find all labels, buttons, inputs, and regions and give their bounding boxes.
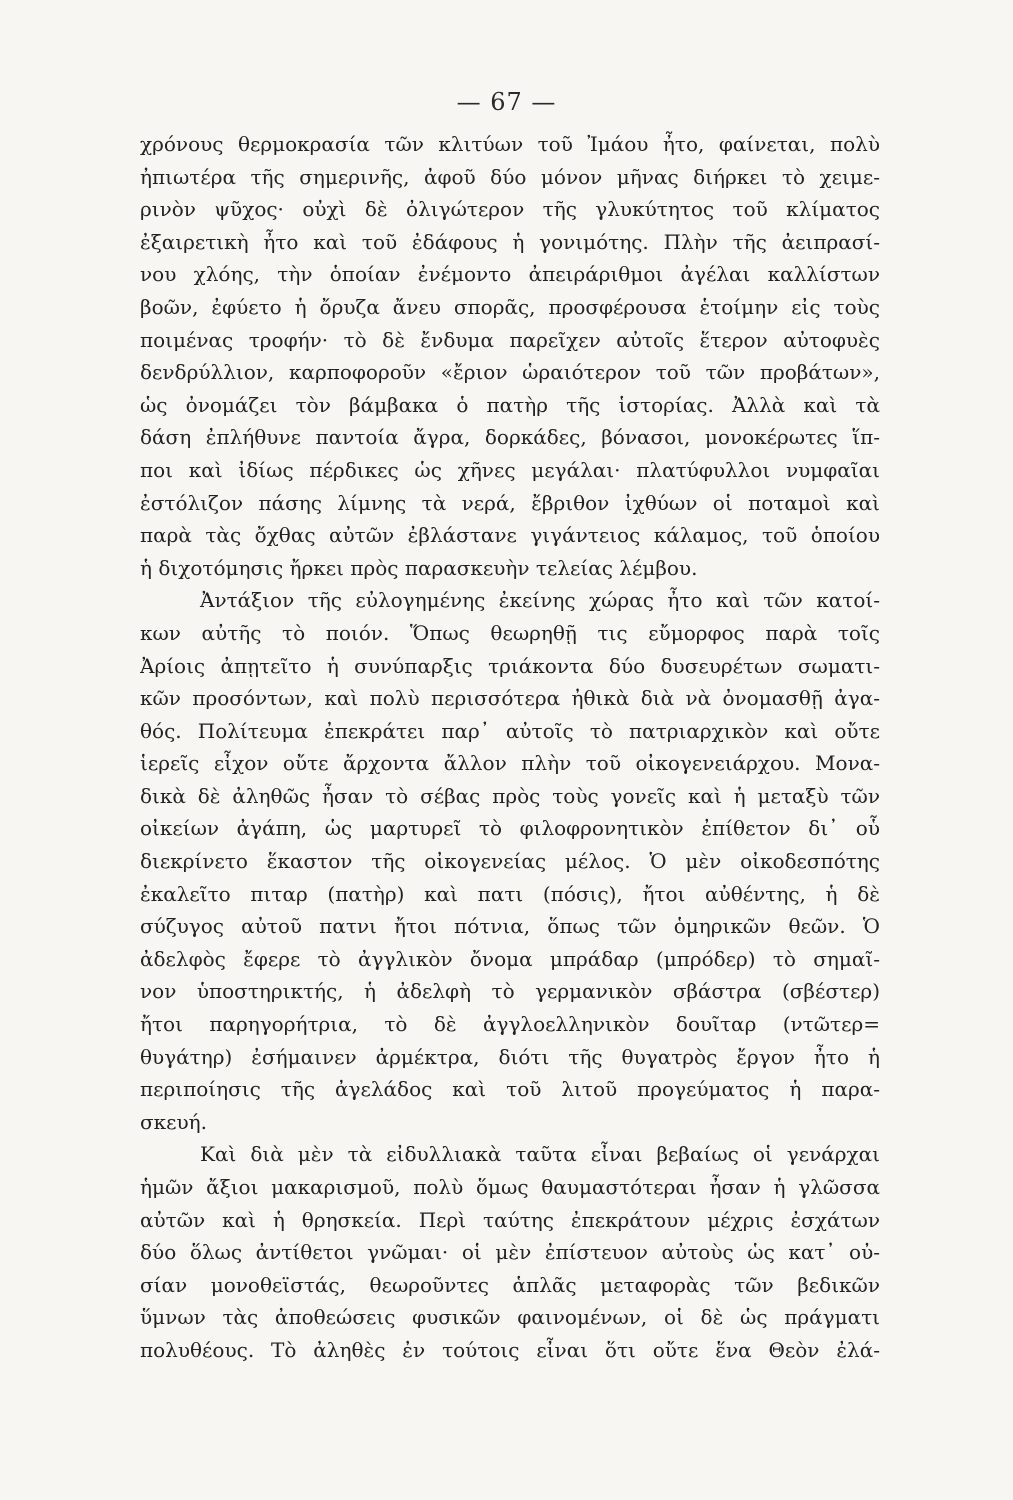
- text-line: πολυθέους. Τὸ ἀληθὲς ἐν τούτοις εἶναι ὅτι οὔτε ἕνα Θεὸν ἐλά-: [140, 1337, 880, 1362]
- text-line: ἐκαλεῖτο πιταρ (πατὴρ) καὶ πατι (πόσις), ἤτοι αὐθέντης, ἡ δὲ: [140, 881, 880, 906]
- text-line: κῶν προσόντων, καὶ πολὺ περισσότερα ἠθικὰ διὰ νὰ ὀνομασθῇ ἀγα-: [140, 686, 880, 711]
- text-line: σύζυγος αὐτοῦ πατνι ἤτοι πότνια, ὅπως τῶν ὁμηρικῶν θεῶν. Ὁ: [140, 914, 880, 939]
- text-line: θός. Πολίτευμα ἐπεκράτει παρ᾽ αὐτοῖς τὸ πατριαρχικὸν καὶ οὔτε: [140, 718, 880, 743]
- text-line: διεκρίνετο ἕκαστον τῆς οἰκογενείας μέλος. Ὁ μὲν οἰκοδεσπότης: [140, 849, 880, 874]
- text-line: χρόνους θερμοκρασία τῶν κλιτύων τοῦ Ἰμάου ἦτο, φαίνεται, πολὺ: [140, 132, 880, 156]
- text-line: ἡμῶν ἄξιοι μακαρισμοῦ, πολὺ ὅμως θαυμαστότεραι ἦσαν ἡ γλῶσσα: [140, 1175, 880, 1199]
- text-line: δάση ἐπλήθυνε παντοία ἄγρα, δορκάδες, βόνασοι, μονοκέρωτες ἵπ-: [140, 425, 880, 450]
- text-line: Ἀντάξιον τῆς εὐλογημένης ἐκείνης χώρας ἦτο καὶ τῶν κατοί-: [200, 588, 880, 613]
- body-text: [140, 128, 880, 1367]
- text-line: νον ὑποστηρικτής, ἡ ἀδελφὴ τὸ γερμανικὸν σβάστρα (σβέστερ): [140, 979, 880, 1004]
- text-line: νου χλόης, τὴν ὁποίαν ἐνέμοντο ἀπειράριθμοι ἀγέλαι καλλίστων: [140, 262, 880, 287]
- text-line: ὡς ὀνομάζει τὸν βάμβακα ὁ πατὴρ τῆς ἱστορίας. Ἀλλὰ καὶ τὰ: [140, 392, 880, 417]
- text-line: βοῶν, ἐφύετο ἡ ὄρυζα ἄνευ σπορᾶς, προσφέρουσα ἑτοίμην εἰς τοὺς: [140, 294, 880, 319]
- text-line: δικὰ δὲ ἀληθῶς ἦσαν τὸ σέβας πρὸς τοὺς γονεῖς καὶ ἡ μεταξὺ τῶν: [140, 783, 880, 808]
- text-line: σίαν μονοθεϊστάς, θεωροῦντες ἁπλᾶς μεταφορὰς τῶν βεδικῶν: [140, 1272, 880, 1297]
- text-line: οἰκείων ἀγάπη, ὡς μαρτυρεῖ τὸ φιλοφρονητικὸν ἐπίθετον δι᾽ οὗ: [140, 816, 880, 841]
- text-line: περιποίησις τῆς ἀγελάδος καὶ τοῦ λιτοῦ προγεύματος ἡ παρα-: [140, 1077, 880, 1102]
- text-line: ἐξαιρετικὴ ἦτο καὶ τοῦ ἐδάφους ἡ γονιμότης. Πλὴν τῆς ἀειπρασί-: [140, 229, 880, 254]
- text-line: αὐτῶν καὶ ἡ θρησκεία. Περὶ ταύτης ἐπεκράτουν μέχρις ἐσχάτων: [140, 1207, 880, 1232]
- text-line: ἡ διχοτόμησις ἤρκει πρὸς παρασκευὴν τελείας λέμβου.: [140, 555, 698, 580]
- text-line: ἱερεῖς εἶχον οὔτε ἄρχοντα ἄλλον πλὴν τοῦ οἰκογενειάρχου. Μονα-: [140, 751, 880, 776]
- text-line: ρινὸν ψῦχος· οὐχὶ δὲ ὀλιγώτερον τῆς γλυκύτητος τοῦ κλίματος: [140, 197, 880, 222]
- text-line: σκευή.: [140, 1109, 208, 1134]
- text-line: παρὰ τὰς ὄχθας αὐτῶν ἐβλάστανε γιγάντειος κάλαμος, τοῦ ὁποίου: [140, 523, 880, 548]
- text-line: δύο ὅλως ἀντίθετοι γνῶμαι· οἱ μὲν ἐπίστευον αὐτοὺς ὡς κατ᾽ οὐ-: [140, 1240, 880, 1265]
- text-line: Ἀρίοις ἀπῃτεῖτο ἡ συνύπαρξις τριάκοντα δύο δυσευρέτων σωματι-: [140, 653, 880, 678]
- text-line: δενδρύλλιον, καρποφοροῦν «ἔριον ὡραιότερον τοῦ τῶν προβάτων»,: [140, 360, 880, 385]
- text-line: ἀδελφὸς ἔφερε τὸ ἀγγλικὸν ὄνομα μπράδαρ (μπρόδερ) τὸ σημαῖ-: [140, 946, 880, 971]
- text-line: ἐστόλιζον πάσης λίμνης τὰ νερά, ἔβριθον ἰχθύων οἱ ποταμοὶ καὶ: [140, 490, 880, 515]
- text-line: ποι καὶ ἰδίως πέρδικες ὡς χῆνες μεγάλαι· πλατύφυλλοι νυμφαῖαι: [140, 457, 880, 482]
- text-line: ὕμνων τὰς ἀποθεώσεις φυσικῶν φαινομένων, οἱ δὲ ὡς πράγματι: [140, 1305, 880, 1330]
- page-number: — 67 —: [456, 88, 557, 116]
- text-line: κων αὐτῆς τὸ ποιόν. Ὅπως θεωρηθῇ τις εὔμορφος παρὰ τοῖς: [140, 620, 880, 645]
- text-line: θυγάτηρ) ἐσήμαινεν ἀρμέκτρα, διότι τῆς θυγατρὸς ἔργον ἦτο ἡ: [140, 1044, 880, 1069]
- text-line: Καὶ διὰ μὲν τὰ εἰδυλλιακὰ ταῦτα εἶναι βεβαίως οἱ γενάρχαι: [200, 1142, 880, 1167]
- text-line: ποιμένας τροφήν· τὸ δὲ ἔνδυμα παρεῖχεν αὐτοῖς ἕτερον αὐτοφυὲς: [140, 327, 880, 352]
- text-line: ἤτοι παρηγορήτρια, τὸ δὲ ἀγγλοελληνικὸν δουῖταρ (ντῶτερ=: [140, 1012, 880, 1037]
- text-line: ἠπιωτέρα τῆς σημερινῆς, ἀφοῦ δύο μόνον μῆνας διήρκει τὸ χειμε-: [140, 164, 880, 189]
